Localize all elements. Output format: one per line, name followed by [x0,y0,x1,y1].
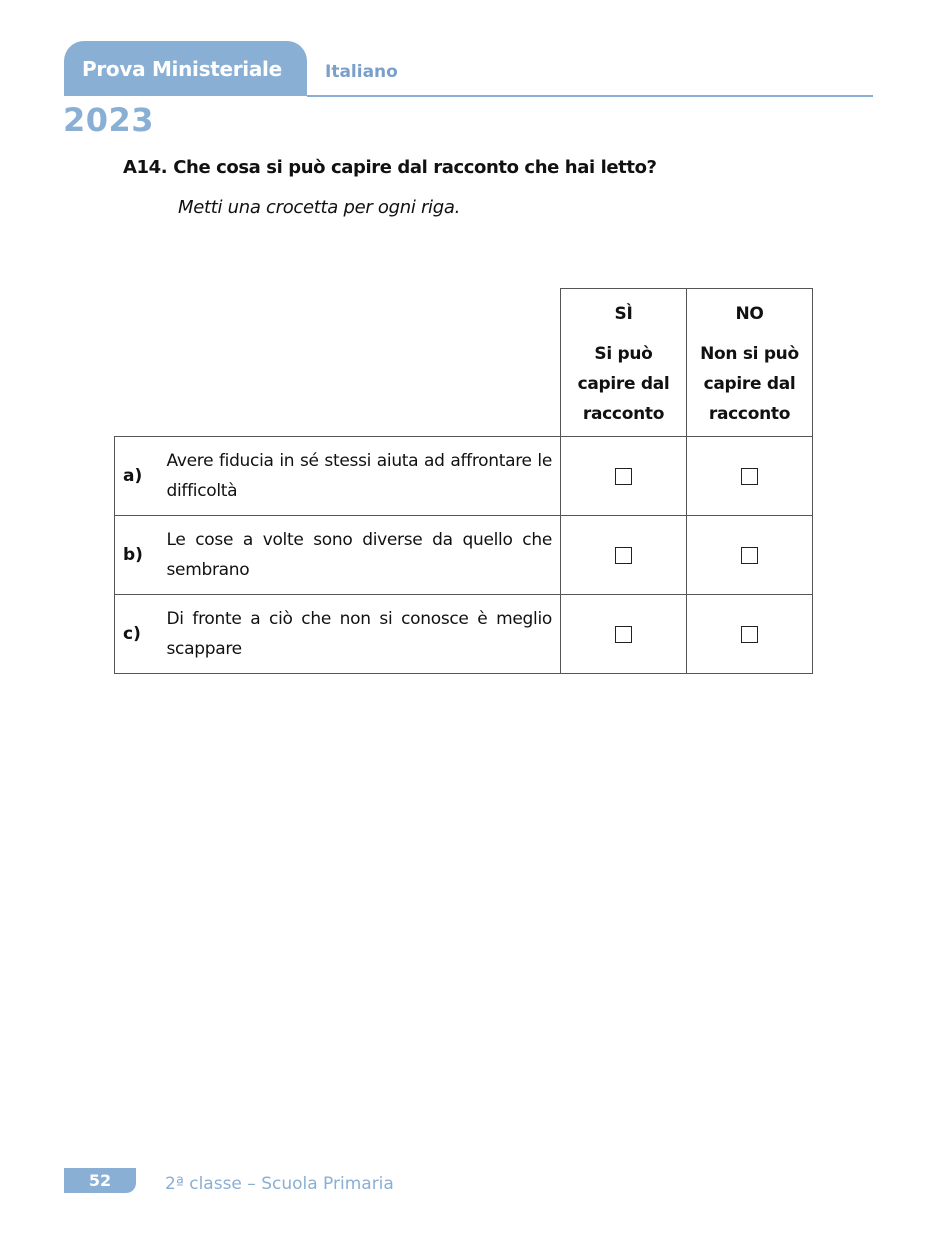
header-subject: Italiano [325,62,398,82]
column-no-desc: Non si può capire dal racconto [700,344,799,424]
row-c-yes-cell [561,595,687,674]
row-statement: Le cose a volte sono diverse da quello che sembrano [159,516,561,595]
column-yes-desc: Si può capire dal racconto [577,344,670,424]
row-letter: b) [115,516,159,595]
table-row [115,516,813,595]
row-c-no-cell [687,595,813,674]
answer-table [114,288,813,674]
row-b-yes-cell [561,516,687,595]
header-year: 2023 [63,101,155,139]
row-statement: Avere fiducia in sé stessi aiuta ad affrontare le difficoltà [159,437,561,516]
row-b-no-cell [687,516,813,595]
table-header-row [115,289,813,437]
table-header-blank [115,289,561,437]
header-tab-label: Prova Ministeriale [82,56,282,81]
row-letter: a) [115,437,159,516]
row-a-no-checkbox[interactable] [741,468,758,485]
footer-text: 2ª classe – Scuola Primaria [165,1174,394,1194]
table-row [115,595,813,674]
column-header-yes [561,289,687,437]
row-b-yes-checkbox[interactable] [615,547,632,564]
row-a-yes-cell [561,437,687,516]
row-statement: Di fronte a ciò che non si conosce è meglio scappare [159,595,561,674]
table-row [115,437,813,516]
page-number-badge [64,1168,136,1193]
row-a-yes-checkbox[interactable] [615,468,632,485]
question-number: A14. [123,157,168,178]
page-number: 52 [88,1171,112,1190]
row-c-no-checkbox[interactable] [741,626,758,643]
question-instruction: Metti una crocetta per ogni riga. [178,197,461,218]
row-c-yes-checkbox[interactable] [615,626,632,643]
column-no-key: NO [735,304,764,324]
column-yes-key: SÌ [614,304,633,324]
header-divider [307,95,873,97]
row-letter: c) [115,595,159,674]
column-header-no [687,289,813,437]
question-text: Che cosa si può capire dal racconto che hai letto? [173,157,657,178]
row-b-no-checkbox[interactable] [741,547,758,564]
row-a-no-cell [687,437,813,516]
header-tab [64,41,307,96]
question-title [123,157,657,178]
